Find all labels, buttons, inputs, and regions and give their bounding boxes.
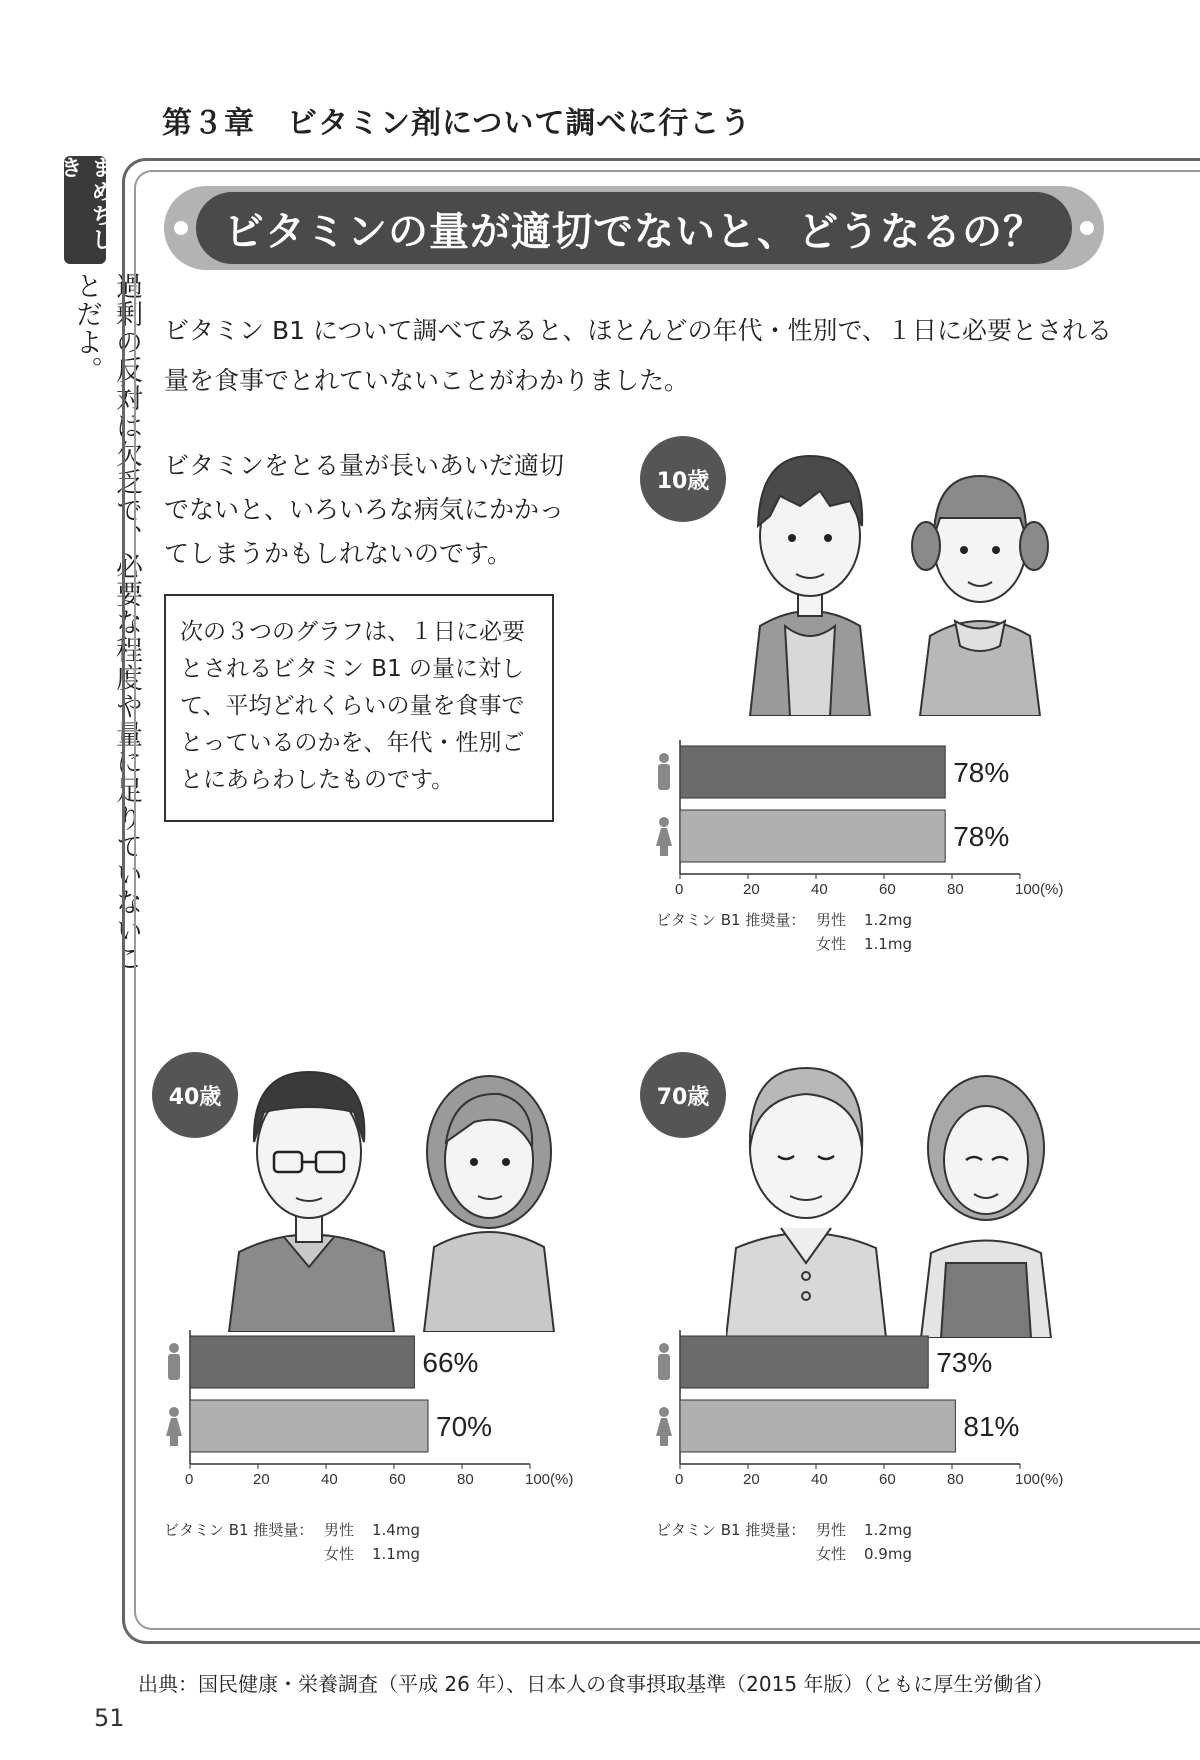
rec-label: ビタミン B1 推奨量： [656, 911, 806, 929]
man-illustration [229, 1072, 394, 1332]
boy-illustration [750, 456, 870, 716]
male-bar [680, 1336, 928, 1388]
banner-dot-left [174, 221, 188, 235]
rec-sex-male: 男性 [816, 1521, 847, 1539]
rec-sex-female: 女性 [816, 1545, 847, 1563]
chapter-title: ビタミン剤について調べに行こう [287, 106, 752, 141]
female-icon [656, 1407, 672, 1446]
children-illustration [730, 446, 1070, 716]
rec-amount-male: 1.4mg [372, 1521, 420, 1539]
chapter-heading [162, 98, 751, 142]
male-bar [190, 1336, 414, 1388]
x-tick-label: 100(%) [1015, 1471, 1064, 1488]
old-woman-illustration [921, 1076, 1051, 1338]
female-value-label: 78% [953, 821, 1010, 852]
side-note: 過剰の反対は欠乏で、必要な程度や量に足りていないことだよ。 [71, 272, 142, 972]
x-tick-label: 80 [947, 1471, 964, 1488]
female-bar [190, 1400, 428, 1452]
x-tick-label: 20 [743, 1471, 760, 1488]
male-icon [168, 1343, 180, 1380]
rec-sex-female: 女性 [816, 935, 847, 953]
x-tick-label: 60 [879, 1471, 896, 1488]
x-tick-label: 80 [457, 1471, 474, 1488]
woman-illustration [424, 1076, 554, 1332]
source-citation: 出典：国民健康・栄養調査（平成 26 年）、日本人の食事摂取基準（2015 年版）（ともに厚生労働省） [138, 1672, 1054, 1696]
adults-illustration [224, 1052, 584, 1332]
x-tick-label: 20 [253, 1471, 270, 1488]
age-badge-10: 10歳 [640, 436, 726, 522]
female-bar [680, 1400, 955, 1452]
x-tick-label: 100(%) [525, 1471, 574, 1488]
rec-sex-male: 男性 [324, 1521, 355, 1539]
x-tick-label: 40 [811, 881, 828, 898]
rec-amount-male: 1.2mg [864, 911, 912, 929]
female-bar [680, 810, 945, 862]
banner-dot-right [1080, 221, 1094, 235]
footnote-10 [656, 908, 912, 956]
girl-illustration [912, 476, 1048, 716]
side-tag: まめちしき [64, 156, 106, 264]
elders-illustration [726, 1048, 1066, 1338]
female-icon [166, 1407, 182, 1446]
chart-10-svg [652, 740, 1072, 910]
body-paragraph: ビタミンをとる量が長いあいだ適切でないと、いろいろな病気にかかってしまうかもしれないのです。 [164, 451, 565, 568]
rec-label: ビタミン B1 推奨量： [164, 1521, 314, 1539]
rec-amount-male: 1.2mg [864, 1521, 912, 1539]
male-icon [658, 1343, 670, 1380]
x-tick-label: 100(%) [1015, 881, 1064, 898]
x-tick-label: 20 [743, 881, 760, 898]
male-value-label: 66% [422, 1347, 479, 1378]
x-tick-label: 0 [185, 1471, 194, 1488]
age-badge-40: 40歳 [152, 1052, 238, 1138]
footnote-40 [164, 1518, 420, 1566]
chart-70-svg [652, 1330, 1072, 1500]
male-icon [658, 753, 670, 790]
rec-amount-female: 1.1mg [864, 935, 912, 953]
male-value-label: 78% [953, 757, 1010, 788]
chart-10 [652, 740, 1072, 914]
chart-70 [652, 1330, 1072, 1504]
x-tick-label: 80 [947, 881, 964, 898]
x-tick-label: 40 [811, 1471, 828, 1488]
intro-paragraph: ビタミン B1 について調べてみると、ほとんどの年代・性別で、１日に必要とされる量を食事でとれていないことがわかりました。 [164, 316, 1112, 395]
rec-label: ビタミン B1 推奨量： [656, 1521, 806, 1539]
female-icon [656, 817, 672, 856]
page-number: 51 [94, 1704, 125, 1732]
x-tick-label: 60 [389, 1471, 406, 1488]
male-value-label: 73% [936, 1347, 993, 1378]
rec-sex-female: 女性 [324, 1545, 355, 1563]
old-man-illustration [726, 1068, 886, 1338]
chart-40 [162, 1330, 582, 1504]
chapter-number: 第３章 [162, 106, 255, 141]
note-box: 次の３つのグラフは、１日に必要とされるビタミン B1 の量に対して、平均どれくらいの量を食事でとっているのかを、年代・性別ごとにあらわしたものです。 [164, 594, 554, 822]
chart-40-svg [162, 1330, 582, 1500]
banner-title: ビタミンの量が適切でないと、どうなるの？ [196, 192, 1072, 264]
female-value-label: 70% [436, 1411, 493, 1442]
x-tick-label: 60 [879, 881, 896, 898]
male-bar [680, 746, 945, 798]
female-value-label: 81% [963, 1411, 1020, 1442]
rec-amount-female: 0.9mg [864, 1545, 912, 1563]
rec-amount-female: 1.1mg [372, 1545, 420, 1563]
rec-sex-male: 男性 [816, 911, 847, 929]
footnote-70 [656, 1518, 912, 1566]
x-tick-label: 0 [675, 1471, 684, 1488]
x-tick-label: 0 [675, 881, 684, 898]
x-tick-label: 40 [321, 1471, 338, 1488]
age-badge-70: 70歳 [640, 1052, 726, 1138]
